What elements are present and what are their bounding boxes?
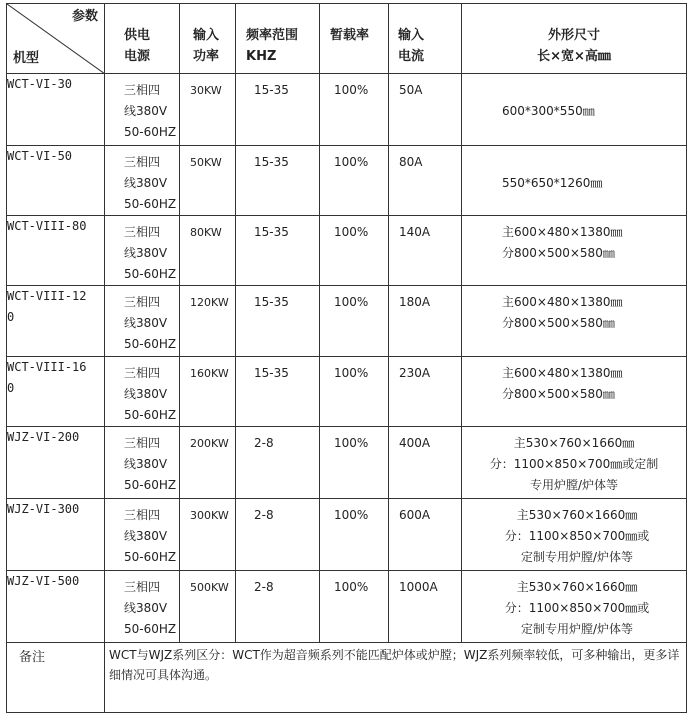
supply-cell	[105, 216, 180, 286]
supply-line: 三相四	[124, 436, 161, 450]
duty-cell: 100%	[320, 357, 389, 427]
power-cell: 30KW	[180, 74, 236, 146]
dims-cell	[462, 74, 687, 146]
power-cell: 50KW	[180, 146, 236, 216]
supply-line: 50-60HZ	[124, 622, 177, 636]
power-cell: 200KW	[180, 427, 236, 499]
remark-row	[7, 643, 687, 713]
supply-line: 三相四	[124, 366, 161, 380]
supply-line: 三相四	[124, 83, 161, 97]
supply-line: 线380V	[124, 529, 168, 543]
supply-line: 三相四	[124, 508, 161, 522]
dims-line: 定制专用炉膛/炉体等	[520, 622, 634, 636]
dims-line: 分：1100×850×700㎜或	[504, 529, 650, 543]
model-header: 机型	[13, 51, 40, 66]
current-cell: 400A	[389, 427, 462, 499]
dims-line: 主600×480×1380㎜	[502, 295, 623, 309]
duty-cell: 100%	[320, 74, 389, 146]
dims-line: 分800×500×580㎜	[502, 246, 615, 260]
param-header: 参数	[71, 9, 98, 24]
supply-line: 三相四	[124, 580, 161, 594]
freq-cell: 15-35	[236, 146, 320, 216]
model-cell: WJZ-VI-300	[7, 499, 105, 571]
model-cell: WCT-VIII-120	[7, 286, 105, 357]
duty-cell: 100%	[320, 216, 389, 286]
freq-header: 频率范围 KHZ	[236, 4, 320, 74]
supply-line: 三相四	[124, 225, 161, 239]
duty-cell: 100%	[320, 499, 389, 571]
supply-line: 50-60HZ	[124, 478, 177, 492]
model-cell: WJZ-VI-200	[7, 427, 105, 499]
freq-cell: 2-8	[236, 499, 320, 571]
supply-line: 线380V	[124, 457, 168, 471]
supply-line: 50-60HZ	[124, 550, 177, 564]
remark-label: 备注	[7, 643, 105, 713]
freq-cell: 2-8	[236, 427, 320, 499]
supply-cell	[105, 499, 180, 571]
table-row	[7, 74, 687, 146]
dims-line: 主600×480×1380㎜	[502, 225, 623, 239]
supply-line: 50-60HZ	[124, 337, 177, 351]
freq-cell: 15-35	[236, 74, 320, 146]
dims-line: 主530×760×1660㎜	[516, 508, 638, 522]
table-row	[7, 216, 687, 286]
supply-line: 50-60HZ	[124, 267, 177, 281]
current-header: 输入 电流	[389, 4, 462, 74]
supply-cell	[105, 357, 180, 427]
remark-text: WCT与WJZ系列区分：WCT作为超音频系列不能匹配炉体或炉膛；WJZ系列频率较低，可多种输出，更多详细情况可具体沟通。	[105, 643, 687, 713]
dims-cell	[462, 571, 687, 643]
dims-line: 主600×480×1380㎜	[502, 366, 623, 380]
dims-line: 550*650*1260㎜	[502, 176, 603, 190]
model-cell: WCT-VIII-80	[7, 216, 105, 286]
supply-cell	[105, 146, 180, 216]
supply-header: 供电 电源	[105, 4, 180, 74]
table-row	[7, 286, 687, 357]
power-cell: 120KW	[180, 286, 236, 357]
dims-line: 主530×760×1660㎜	[516, 580, 638, 594]
supply-line: 三相四	[124, 295, 161, 309]
table-row	[7, 427, 687, 499]
supply-cell	[105, 427, 180, 499]
dims-line: 600*300*550㎜	[502, 104, 595, 118]
supply-line: 线380V	[124, 176, 168, 190]
supply-line: 线380V	[124, 601, 168, 615]
freq-cell: 2-8	[236, 571, 320, 643]
supply-line: 50-60HZ	[124, 197, 177, 211]
duty-cell: 100%	[320, 571, 389, 643]
supply-line: 三相四	[124, 155, 161, 169]
supply-line: 线380V	[124, 316, 168, 330]
duty-cell: 100%	[320, 286, 389, 357]
current-cell: 600A	[389, 499, 462, 571]
dims-header: 外形尺寸 长×宽×高㎜	[462, 4, 687, 74]
freq-cell: 15-35	[236, 357, 320, 427]
supply-line: 线380V	[124, 246, 168, 260]
dims-cell	[462, 357, 687, 427]
dims-line: 定制专用炉膛/炉体等	[520, 550, 634, 564]
power-cell: 160KW	[180, 357, 236, 427]
dims-line: 分：1100×850×700㎜或定制	[489, 457, 659, 471]
supply-cell	[105, 571, 180, 643]
duty-cell: 100%	[320, 427, 389, 499]
supply-line: 线380V	[124, 387, 168, 401]
header-row	[7, 4, 687, 74]
current-cell: 50A	[389, 74, 462, 146]
current-cell: 1000A	[389, 571, 462, 643]
current-cell: 140A	[389, 216, 462, 286]
table-row	[7, 499, 687, 571]
model-cell: WCT-VIII-160	[7, 357, 105, 427]
dims-cell	[462, 499, 687, 571]
dims-line: 主530×760×1660㎜	[513, 436, 635, 450]
power-cell: 80KW	[180, 216, 236, 286]
power-cell: 500KW	[180, 571, 236, 643]
power-cell: 300KW	[180, 499, 236, 571]
dims-line: 专用炉膛/炉体等	[529, 478, 619, 492]
table-row	[7, 357, 687, 427]
dims-cell	[462, 216, 687, 286]
supply-line: 50-60HZ	[124, 408, 177, 422]
duty-header: 暂载率	[320, 4, 389, 74]
dims-line: 分：1100×850×700㎜或	[504, 601, 650, 615]
supply-line: 50-60HZ	[124, 125, 177, 139]
model-cell: WJZ-VI-500	[7, 571, 105, 643]
supply-line: 线380V	[124, 104, 168, 118]
spec-table	[6, 3, 687, 713]
supply-cell	[105, 286, 180, 357]
corner-header	[7, 4, 105, 74]
table-row	[7, 146, 687, 216]
model-cell: WCT-VI-30	[7, 74, 105, 146]
dims-cell	[462, 286, 687, 357]
dims-cell	[462, 427, 687, 499]
current-cell: 230A	[389, 357, 462, 427]
current-cell: 80A	[389, 146, 462, 216]
current-cell: 180A	[389, 286, 462, 357]
dims-cell	[462, 146, 687, 216]
table-row	[7, 571, 687, 643]
dims-line: 分800×500×580㎜	[502, 316, 615, 330]
freq-cell: 15-35	[236, 216, 320, 286]
power-header: 输入 功率	[180, 4, 236, 74]
model-cell: WCT-VI-50	[7, 146, 105, 216]
dims-line: 分800×500×580㎜	[502, 387, 615, 401]
duty-cell: 100%	[320, 146, 389, 216]
supply-cell	[105, 74, 180, 146]
freq-cell: 15-35	[236, 286, 320, 357]
